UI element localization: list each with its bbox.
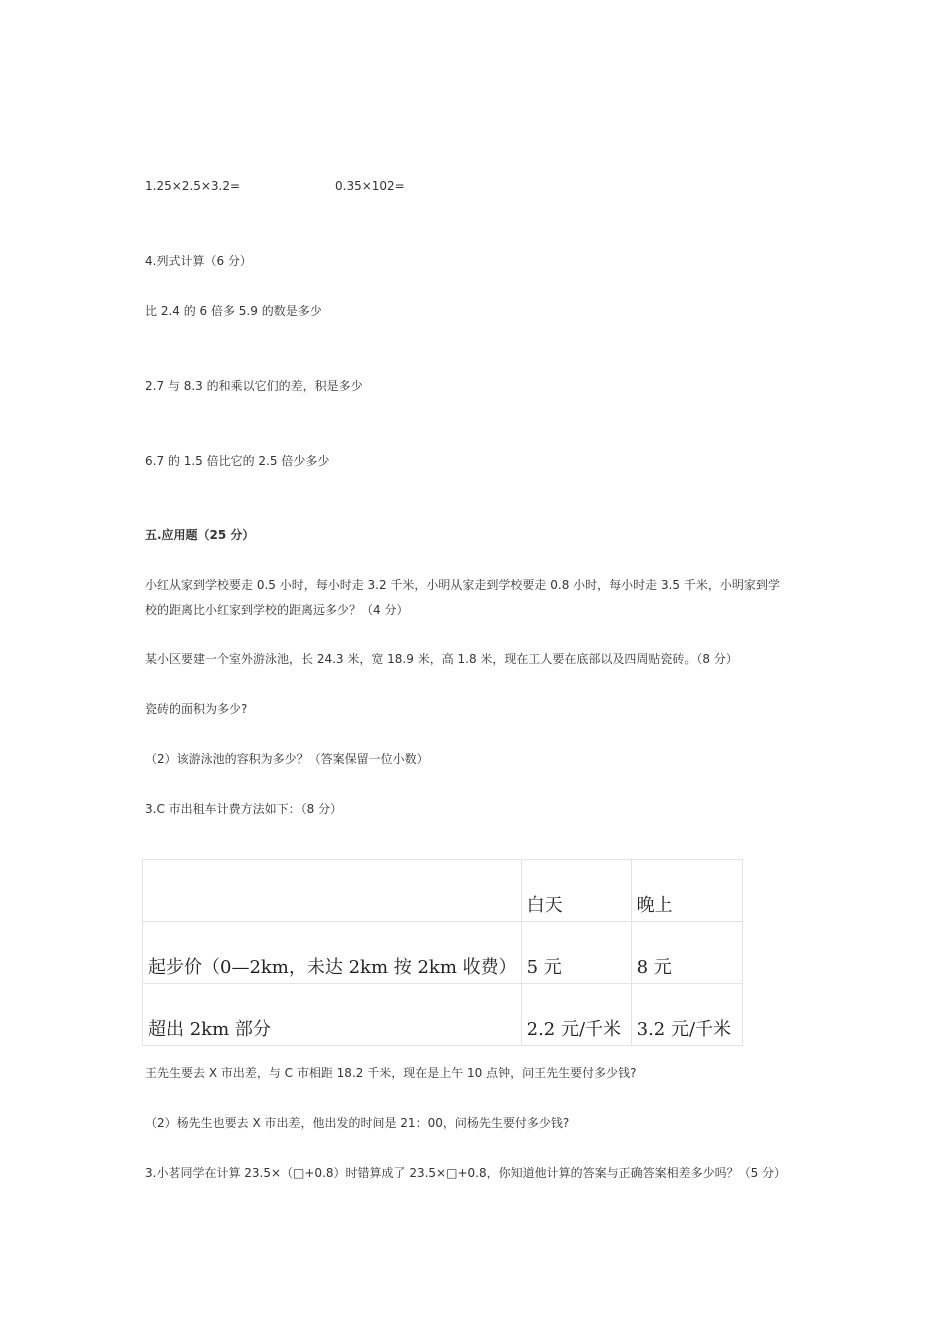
problem-3-question-1: 王先生要去 X 市出差，与 C 市相距 18.2 千米，现在是上午 10 点钟，问王先生要付多少钱? xyxy=(145,1066,637,1080)
problem-4: 3.小茗同学在计算 23.5×（□+0.8）时错算成了 23.5×□+0.8，你知道他计算的答案与正确答案相差多少吗？（5 分） xyxy=(145,1166,787,1180)
table-row xyxy=(143,922,743,984)
table-cell: 5 元 xyxy=(521,922,631,984)
table-cell: 晚上 xyxy=(631,860,742,922)
table-row xyxy=(143,984,743,1046)
problem-2-line-2: 瓷砖的面积为多少? xyxy=(145,702,248,716)
section-4-question-2: 2.7 与 8.3 的和乘以它们的差，积是多少 xyxy=(145,379,363,393)
table-cell: 3.2 元/千米 xyxy=(631,984,742,1046)
section-4-title: 4.列式计算（6 分） xyxy=(145,254,252,268)
expression-2: 0.35×102= xyxy=(335,179,405,193)
section-4-question-1: 比 2.4 的 6 倍多 5.9 的数是多少 xyxy=(145,304,322,318)
table-cell: 8 元 xyxy=(631,922,742,984)
section-5-title: 五.应用题（25 分） xyxy=(145,528,255,542)
section-4-question-3: 6.7 的 1.5 倍比它的 2.5 倍少多少 xyxy=(145,454,330,468)
table-cell: 白天 xyxy=(521,860,631,922)
table-cell: 2.2 元/千米 xyxy=(521,984,631,1046)
problem-2-line-1: 某小区要建一个室外游泳池，长 24.3 米，宽 18.9 米，高 1.8 米，现在工人要在底部以及四周贴瓷砖。（8 分） xyxy=(145,652,738,666)
problem-1-line-1: 小红从家到学校要走 0.5 小时，每小时走 3.2 千米，小明从家走到学校要走 0.8 小时，每小时走 3.5 千米，小明家到学 xyxy=(145,578,780,592)
table-cell: 起步价（0—2km，未达 2km 按 2km 收费） xyxy=(143,922,522,984)
problem-3-question-2: （2）杨先生也要去 X 市出差，他出发的时间是 21：00，问杨先生要付多少钱? xyxy=(145,1116,570,1130)
expression-1: 1.25×2.5×3.2= xyxy=(145,179,241,193)
table-header-row xyxy=(143,860,743,922)
taxi-fare-table xyxy=(142,859,743,1046)
problem-1-line-2: 校的距离比小红家到学校的距离远多少？（4 分） xyxy=(145,603,409,617)
problem-2-line-3: （2）该游泳池的容积为多少？（答案保留一位小数） xyxy=(145,752,429,766)
table-cell xyxy=(143,860,522,922)
table-cell: 超出 2km 部分 xyxy=(143,984,522,1046)
problem-3-title: 3.C 市出租车计费方法如下：（8 分） xyxy=(145,802,343,816)
